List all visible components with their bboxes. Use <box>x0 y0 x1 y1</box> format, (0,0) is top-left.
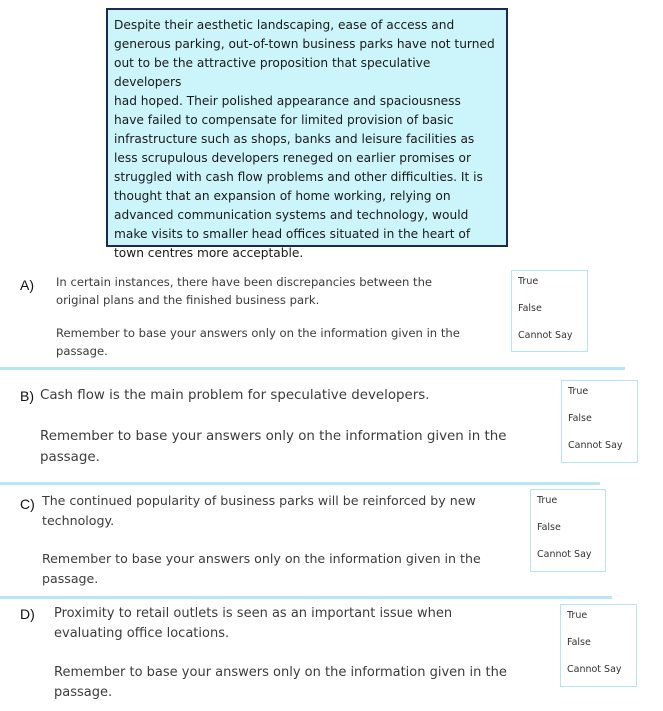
divider <box>0 367 625 370</box>
answer-options <box>530 489 606 572</box>
answer-options <box>561 380 638 463</box>
option-cannot-say[interactable]: Cannot Say <box>567 664 622 675</box>
question-letter: D) <box>20 606 35 622</box>
option-false[interactable]: False <box>537 522 561 533</box>
option-true[interactable]: True <box>537 495 558 506</box>
passage-box: Despite their aesthetic landscaping, ease of access and generous parking, out-of-town business parks have not turned out to be the attractive proposition that speculative developers had hoped. Their polished appearance and spaciousness have failed to compensate for limited provision of basic infrastructure such as shops, banks and leisure facilities as less scrupulous developers reneged on earlier promises or struggled with cash flow problems and other difficulties. It is thought that an expansion of home working, relying on advanced communication systems and technology, would make visits to smaller head offices situated in the heart of town centres more acceptable. <box>106 8 508 247</box>
option-false[interactable]: False <box>518 303 542 314</box>
option-true[interactable]: True <box>518 276 539 287</box>
answer-reminder: Remember to base your answers only on the information given in the passage. <box>54 665 507 700</box>
answer-options <box>511 270 588 352</box>
divider <box>0 596 612 599</box>
option-false[interactable]: False <box>567 637 591 648</box>
divider <box>0 482 600 485</box>
option-false[interactable]: False <box>568 413 592 424</box>
answer-reminder: Remember to base your answers only on the information given in the passage. <box>40 429 507 465</box>
question-letter: C) <box>20 496 35 512</box>
question-statement: The continued popularity of business parks will be reinforced by new technology. <box>42 493 476 528</box>
question-statement: Cash flow is the main problem for speculative developers. <box>40 388 430 403</box>
question-letter: A) <box>20 277 34 293</box>
answer-reminder: Remember to base your answers only on the information given in the passage. <box>42 551 481 586</box>
answer-options <box>560 604 637 687</box>
option-cannot-say[interactable]: Cannot Say <box>518 330 573 341</box>
answer-reminder: Remember to base your answers only on the information given in the passage. <box>56 326 460 358</box>
question-statement: Proximity to retail outlets is seen as an important issue when evaluating office locations. <box>54 606 453 641</box>
option-true[interactable]: True <box>567 610 588 621</box>
option-true[interactable]: True <box>568 386 589 397</box>
option-cannot-say[interactable]: Cannot Say <box>537 549 592 560</box>
option-cannot-say[interactable]: Cannot Say <box>568 440 623 451</box>
question-letter: B) <box>20 388 34 404</box>
question-statement: In certain instances, there have been discrepancies between the original plans and the finished business park. <box>56 275 433 307</box>
